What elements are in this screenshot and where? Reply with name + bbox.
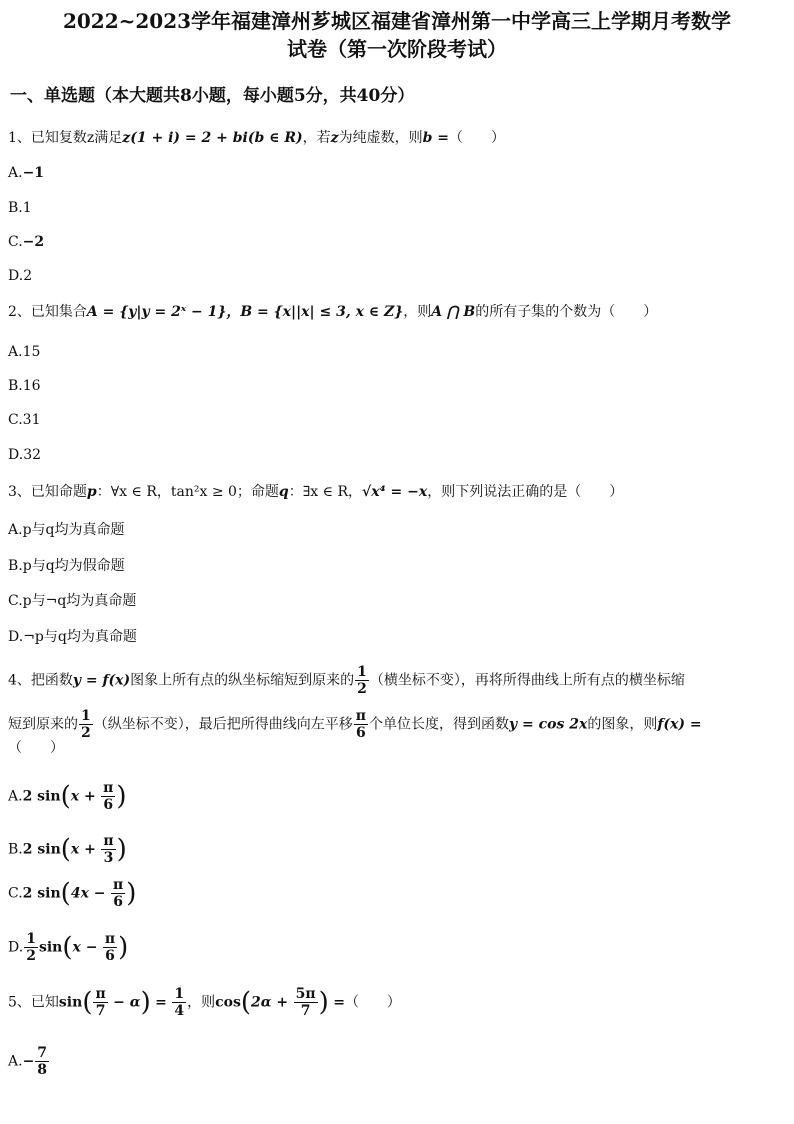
q3-option-c[interactable] bbox=[8, 590, 136, 612]
option-text: ¬p与q均为真命题 bbox=[23, 629, 137, 645]
right-paren-icon: ) bbox=[118, 932, 129, 963]
q5-fraction-5pi-7 bbox=[294, 986, 318, 1019]
q1-option-d[interactable] bbox=[8, 265, 32, 287]
q4-math-b: y = cos 2x bbox=[509, 716, 588, 733]
numerator: 5π bbox=[295, 986, 316, 1002]
question-4-stem-line2 bbox=[8, 708, 702, 741]
option-sign: − bbox=[22, 1053, 35, 1070]
exam-title-line1: 2022~2023学年福建漳州芗城区福建省漳州第一中学高三上学期月考数学 bbox=[62, 9, 732, 33]
question-1-stem bbox=[8, 127, 505, 149]
q1-math-a: z(1 + i) = 2 + bi(b ∈ R) bbox=[122, 130, 303, 146]
section-heading: 一、单选题（本大题共8小题，每小题5分，共40分） bbox=[10, 86, 415, 106]
option-label: A. bbox=[8, 522, 23, 538]
option-fraction bbox=[111, 877, 125, 910]
option-text: 2 bbox=[23, 268, 33, 284]
q3-math-sqrt: √x⁴ = −x bbox=[362, 484, 428, 500]
q4-text-f: 个单位长度，得到函数 bbox=[369, 716, 509, 733]
option-text: 16 bbox=[22, 378, 41, 394]
q3-math-q: q bbox=[278, 484, 289, 500]
q3-text-a: 3、已知命题 bbox=[8, 484, 87, 500]
q4-text-a: 4、把函数 bbox=[8, 672, 73, 689]
option-coef: 2 sin bbox=[22, 841, 61, 858]
option-label: A. bbox=[8, 344, 23, 360]
denominator: 7 bbox=[93, 1002, 107, 1019]
denominator: 6 bbox=[101, 796, 115, 813]
right-paren-icon: ) bbox=[126, 878, 137, 909]
q5-text-c: （ ） bbox=[344, 994, 401, 1011]
q4-text-e: （纵坐标不变），最后把所得曲线向左平移 bbox=[93, 716, 353, 733]
q2-text-c: 的所有子集的个数为（ ） bbox=[475, 304, 658, 320]
left-paren-icon: ( bbox=[60, 834, 71, 865]
exam-title-line2: 试卷（第一次阶段考试） bbox=[287, 37, 507, 61]
option-label: C. bbox=[8, 885, 23, 902]
left-paren-icon: ( bbox=[60, 878, 71, 909]
option-coef-fraction bbox=[24, 931, 38, 964]
option-fraction bbox=[103, 931, 117, 964]
right-paren-icon: ) bbox=[140, 987, 151, 1018]
left-paren-icon: ( bbox=[62, 932, 73, 963]
denominator: 3 bbox=[101, 849, 115, 866]
q4-option-d[interactable] bbox=[8, 931, 128, 964]
right-paren-icon: ) bbox=[116, 781, 127, 812]
q2-text-a: 2、已知集合 bbox=[8, 304, 87, 320]
q3-text-b: ：∀x ∈ R，tan²x ≥ 0；命题 bbox=[96, 484, 279, 500]
option-text: 1 bbox=[22, 200, 32, 216]
q5-eq-a: = bbox=[155, 994, 167, 1011]
q3-option-a[interactable] bbox=[8, 519, 125, 541]
numerator: 1 bbox=[174, 986, 185, 1002]
numerator: π bbox=[104, 931, 116, 947]
q1-option-a[interactable] bbox=[8, 162, 44, 184]
q2-option-a[interactable] bbox=[8, 341, 40, 363]
option-coef: 2 sin bbox=[22, 885, 61, 902]
numerator: π bbox=[103, 833, 114, 849]
q5-option-a[interactable] bbox=[8, 1045, 50, 1078]
question-3-stem bbox=[8, 481, 623, 503]
q2-math-b: A ⋂ B bbox=[431, 304, 476, 320]
q3-option-d[interactable] bbox=[8, 626, 137, 648]
q5-fraction-pi-7 bbox=[93, 986, 107, 1019]
option-text: p与¬q均为真命题 bbox=[22, 593, 137, 609]
q5-fn-sin: sin bbox=[58, 994, 83, 1011]
option-text: 32 bbox=[23, 447, 42, 463]
q5-text-a: 5、已知 bbox=[8, 994, 59, 1011]
question-2-stem bbox=[8, 301, 657, 323]
q2-option-b[interactable] bbox=[8, 375, 41, 397]
left-paren-icon: ( bbox=[82, 987, 93, 1018]
option-label: B. bbox=[8, 558, 23, 574]
denominator: 6 bbox=[354, 724, 368, 741]
q4-fraction-half-2 bbox=[79, 708, 93, 741]
numerator: 7 bbox=[37, 1045, 48, 1061]
q3-text-d: ，则下列说法正确的是（ ） bbox=[427, 484, 624, 500]
denominator: 8 bbox=[37, 1062, 48, 1078]
option-coef: sin bbox=[38, 939, 63, 956]
numerator: π bbox=[103, 780, 114, 796]
q4-text-b: 图象上所有点的纵坐标缩短到原来的 bbox=[130, 672, 355, 689]
q4-fraction-half bbox=[355, 664, 369, 697]
q1-math-b: z bbox=[330, 130, 339, 146]
q1-text-a: 1、已知复数z满足 bbox=[8, 130, 123, 146]
q1-text-b: ，若 bbox=[302, 130, 331, 146]
option-inner: 4x − bbox=[70, 885, 106, 902]
q5-text-b: ，则 bbox=[187, 994, 216, 1011]
option-inner: x − bbox=[72, 939, 98, 956]
left-paren-icon: ( bbox=[240, 987, 252, 1018]
q5-fn-cos: cos bbox=[215, 994, 241, 1011]
option-fraction bbox=[101, 833, 115, 866]
q5-inner-a: − α bbox=[113, 994, 141, 1011]
q3-math-p: p bbox=[86, 484, 97, 500]
option-label: B. bbox=[8, 378, 23, 394]
option-label: D. bbox=[8, 629, 24, 645]
q4-text-g: 的图象，则 bbox=[587, 716, 658, 733]
q4-math-c: f(x) = bbox=[657, 716, 702, 733]
q4-text-d: 短到原来的 bbox=[8, 716, 78, 733]
option-label: A. bbox=[8, 1053, 23, 1070]
numerator: π bbox=[112, 877, 124, 893]
question-5-stem bbox=[8, 986, 401, 1019]
q1-option-b[interactable] bbox=[8, 197, 32, 219]
q1-text-d: （ ） bbox=[448, 130, 505, 146]
q4-text-c: （横坐标不变），再将所得曲线上所有点的横坐标缩 bbox=[369, 672, 685, 689]
denominator: 6 bbox=[111, 893, 125, 910]
q2-text-b: ，则 bbox=[403, 304, 432, 320]
denominator: 4 bbox=[174, 1003, 185, 1019]
option-label: A. bbox=[8, 788, 23, 805]
option-label: D. bbox=[8, 268, 24, 284]
q3-option-b[interactable] bbox=[8, 555, 125, 577]
numerator: 1 bbox=[26, 931, 36, 947]
q4-option-b[interactable] bbox=[8, 833, 127, 866]
denominator: 6 bbox=[103, 947, 117, 964]
q4-fraction-pi-6 bbox=[354, 708, 368, 741]
option-text: −1 bbox=[22, 165, 45, 181]
option-label: A. bbox=[8, 165, 23, 181]
option-label: C. bbox=[8, 412, 23, 428]
q1-text-c: 为纯虚数，则 bbox=[338, 130, 423, 146]
option-label: B. bbox=[8, 200, 23, 216]
q3-text-c: ：∃x ∈ R， bbox=[288, 484, 362, 500]
option-label: B. bbox=[8, 841, 23, 858]
question-4-stem-line3: （ ） bbox=[8, 740, 64, 756]
numerator: 1 bbox=[81, 708, 91, 724]
q2-option-c[interactable] bbox=[8, 409, 41, 431]
numerator: π bbox=[95, 986, 106, 1002]
right-paren-icon: ) bbox=[318, 987, 329, 1018]
q5-inner-b: 2α + bbox=[251, 994, 289, 1011]
q4-math-a: y = f(x) bbox=[72, 672, 131, 689]
option-label: C. bbox=[8, 593, 23, 609]
q4-option-a[interactable] bbox=[8, 780, 127, 813]
numerator: 1 bbox=[357, 664, 367, 680]
numerator: π bbox=[355, 708, 366, 724]
option-text: 15 bbox=[22, 344, 41, 360]
option-inner: x + bbox=[70, 841, 96, 858]
question-4-stem-line1 bbox=[8, 664, 685, 697]
left-paren-icon: ( bbox=[60, 781, 71, 812]
option-text: 31 bbox=[22, 412, 41, 428]
q1-math-c: b = bbox=[422, 130, 449, 146]
option-inner: x + bbox=[70, 788, 96, 805]
q2-option-d[interactable] bbox=[8, 444, 41, 466]
option-label: D. bbox=[8, 447, 24, 463]
denominator: 7 bbox=[294, 1002, 318, 1019]
option-fraction bbox=[101, 780, 115, 813]
denominator: 2 bbox=[357, 681, 367, 697]
q5-eq-b: = bbox=[333, 994, 345, 1011]
q5-fraction-quarter bbox=[172, 986, 186, 1019]
denominator: 2 bbox=[26, 948, 36, 964]
option-fraction bbox=[35, 1045, 49, 1078]
q2-math-a: A = {y|y = 2ˣ − 1}，B = {x||x| ≤ 3, x ∈ Z} bbox=[86, 304, 404, 320]
right-paren-icon: ) bbox=[116, 834, 127, 865]
option-text: p与q均为假命题 bbox=[22, 558, 125, 574]
option-coef: 2 sin bbox=[22, 788, 61, 805]
option-text: p与q均为真命题 bbox=[22, 522, 125, 538]
q1-option-c[interactable] bbox=[8, 231, 44, 253]
q4-option-c[interactable] bbox=[8, 877, 136, 910]
option-label: C. bbox=[8, 234, 23, 250]
option-text: −2 bbox=[22, 234, 45, 250]
denominator: 2 bbox=[81, 725, 91, 741]
option-label: D. bbox=[8, 939, 24, 956]
